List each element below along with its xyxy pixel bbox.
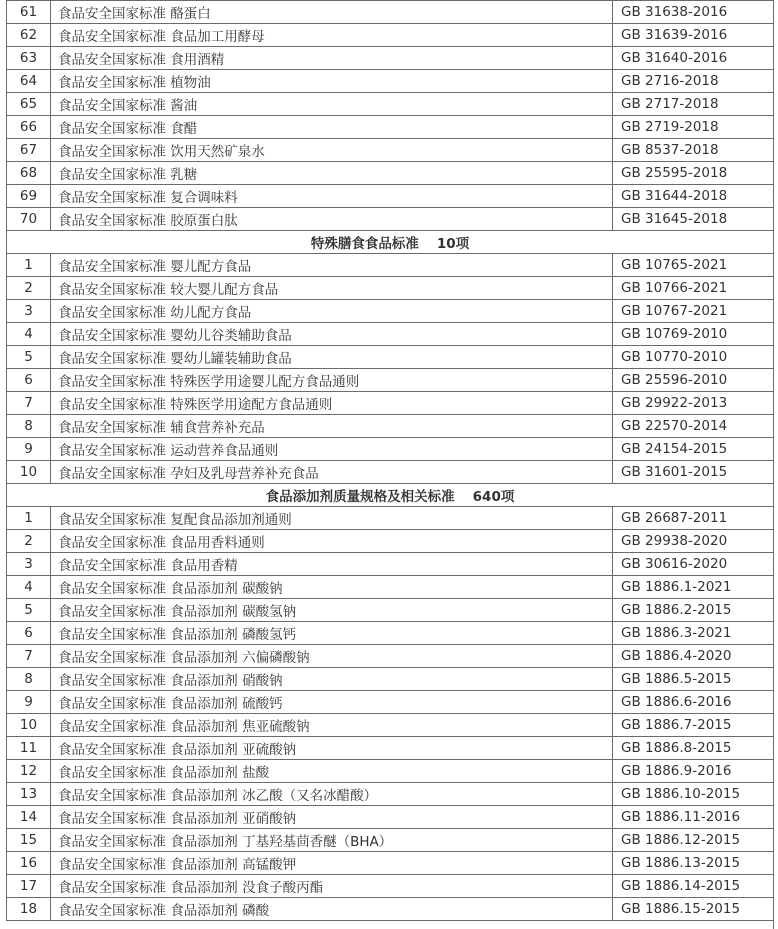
standard-name: 食品安全国家标准 食品添加剂 亚硫酸钠 [51,737,613,760]
table-row [7,553,774,576]
standard-name: 食品安全国家标准 酱油 [51,93,613,116]
table-row [7,599,774,622]
standard-code: GB 1886.7-2015 [613,714,774,737]
standard-code: GB 31644-2018 [613,185,774,208]
table-row [7,622,774,645]
row-number: 4 [7,323,51,346]
row-number: 2 [7,277,51,300]
standard-code: GB 1886.5-2015 [613,668,774,691]
row-number: 12 [7,760,51,783]
row-number: 17 [7,875,51,898]
standard-code: GB 31640-2016 [613,47,774,70]
standard-name: 食品安全国家标准 婴儿配方食品 [51,254,613,277]
row-number: 14 [7,806,51,829]
row-number: 7 [7,392,51,415]
section-title: 食品添加剂质量规格及相关标准 [265,489,455,505]
standard-name: 食品安全国家标准 食品添加剂 碳酸氢钠 [51,599,613,622]
row-number: 7 [7,645,51,668]
standards-table-body [7,1,774,921]
table-row [7,415,774,438]
table-row [7,898,774,921]
standard-name: 食品安全国家标准 复合调味料 [51,185,613,208]
standard-name: 食品安全国家标准 较大婴儿配方食品 [51,277,613,300]
row-number: 4 [7,576,51,599]
standard-code: GB 1886.12-2015 [613,829,774,852]
standard-code: GB 10765-2021 [613,254,774,277]
standard-code: GB 1886.14-2015 [613,875,774,898]
row-number: 10 [7,714,51,737]
table-row [7,507,774,530]
row-number: 6 [7,369,51,392]
row-number: 5 [7,599,51,622]
section-count: 10项 [436,236,470,252]
row-number: 10 [7,461,51,484]
standard-name: 食品安全国家标准 婴幼儿谷类辅助食品 [51,323,613,346]
standard-name: 食品安全国家标准 酪蛋白 [51,1,613,24]
standard-code: GB 1886.8-2015 [613,737,774,760]
standard-name: 食品安全国家标准 食品添加剂 高锰酸钾 [51,852,613,875]
row-number: 3 [7,300,51,323]
standard-code: GB 1886.1-2021 [613,576,774,599]
section-header [7,231,774,254]
standard-code: GB 29938-2020 [613,530,774,553]
table-row [7,1,774,24]
table-row [7,369,774,392]
section-header-row [7,484,774,507]
table-row [7,70,774,93]
standard-name: 食品安全国家标准 辅食营养补充品 [51,415,613,438]
standard-code: GB 31638-2016 [613,1,774,24]
adjacent-column-border [773,0,778,929]
standard-code: GB 24154-2015 [613,438,774,461]
row-number: 5 [7,346,51,369]
standard-code: GB 1886.10-2015 [613,783,774,806]
row-number: 8 [7,668,51,691]
standard-name: 食品安全国家标准 食品用香精 [51,553,613,576]
table-row [7,116,774,139]
row-number: 11 [7,737,51,760]
table-row [7,852,774,875]
standard-name: 食品安全国家标准 孕妇及乳母营养补充食品 [51,461,613,484]
standard-name: 食品安全国家标准 乳糖 [51,162,613,185]
standard-name: 食品安全国家标准 食品添加剂 冰乙酸（又名冰醋酸） [51,783,613,806]
standard-code: GB 10766-2021 [613,277,774,300]
standard-name: 食品安全国家标准 食品添加剂 亚硝酸钠 [51,806,613,829]
standard-code: GB 1886.2-2015 [613,599,774,622]
standard-name: 食品安全国家标准 食品添加剂 盐酸 [51,760,613,783]
standard-code: GB 10769-2010 [613,323,774,346]
section-count: 640项 [472,489,515,505]
table-row [7,691,774,714]
row-number: 1 [7,254,51,277]
table-row [7,185,774,208]
standard-code: GB 1886.15-2015 [613,898,774,921]
table-row [7,645,774,668]
standard-name: 食品安全国家标准 复配食品添加剂通则 [51,507,613,530]
table-row [7,461,774,484]
standard-code: GB 25596-2010 [613,369,774,392]
standard-name: 食品安全国家标准 幼儿配方食品 [51,300,613,323]
standard-code: GB 22570-2014 [613,415,774,438]
standard-code: GB 8537-2018 [613,139,774,162]
table-row [7,438,774,461]
row-number: 66 [7,116,51,139]
standard-code: GB 1886.6-2016 [613,691,774,714]
row-number: 69 [7,185,51,208]
standard-code: GB 1886.9-2016 [613,760,774,783]
table-row [7,24,774,47]
standard-name: 食品安全国家标准 食品添加剂 六偏磷酸钠 [51,645,613,668]
standard-code: GB 26687-2011 [613,507,774,530]
section-header-row [7,231,774,254]
standard-name: 食品安全国家标准 食品添加剂 硝酸钠 [51,668,613,691]
row-number: 67 [7,139,51,162]
table-row [7,783,774,806]
standard-code: GB 10770-2010 [613,346,774,369]
row-number: 15 [7,829,51,852]
row-number: 65 [7,93,51,116]
table-row [7,392,774,415]
row-number: 68 [7,162,51,185]
standard-name: 食品安全国家标准 运动营养食品通则 [51,438,613,461]
standard-code: GB 2719-2018 [613,116,774,139]
standard-code: GB 2716-2018 [613,70,774,93]
standard-name: 食品安全国家标准 特殊医学用途配方食品通则 [51,392,613,415]
standard-name: 食品安全国家标准 食品添加剂 磷酸氢钙 [51,622,613,645]
table-row [7,760,774,783]
row-number: 1 [7,507,51,530]
standard-name: 食品安全国家标准 胶原蛋白肽 [51,208,613,231]
section-title: 特殊膳食食品标准 [310,236,419,252]
table-row [7,93,774,116]
row-number: 8 [7,415,51,438]
standard-name: 食品安全国家标准 食品添加剂 磷酸 [51,898,613,921]
row-number: 2 [7,530,51,553]
table-row [7,300,774,323]
standard-name: 食品安全国家标准 婴幼儿罐装辅助食品 [51,346,613,369]
table-row [7,806,774,829]
standard-name: 食品安全国家标准 食用酒精 [51,47,613,70]
standard-code: GB 25595-2018 [613,162,774,185]
standard-name: 食品安全国家标准 特殊医学用途婴儿配方食品通则 [51,369,613,392]
table-row [7,277,774,300]
row-number: 16 [7,852,51,875]
table-row [7,737,774,760]
standard-code: GB 29922-2013 [613,392,774,415]
table-row [7,254,774,277]
row-number: 18 [7,898,51,921]
row-number: 6 [7,622,51,645]
standard-name: 食品安全国家标准 饮用天然矿泉水 [51,139,613,162]
table-row [7,208,774,231]
table-row [7,829,774,852]
standard-name: 食品安全国家标准 食品添加剂 碳酸钠 [51,576,613,599]
standard-code: GB 1886.13-2015 [613,852,774,875]
standard-name: 食品安全国家标准 植物油 [51,70,613,93]
standard-code: GB 31601-2015 [613,461,774,484]
standard-name: 食品安全国家标准 食品添加剂 硫酸钙 [51,691,613,714]
table-row [7,323,774,346]
table-row [7,346,774,369]
table-row [7,162,774,185]
row-number: 9 [7,438,51,461]
standard-code: GB 30616-2020 [613,553,774,576]
standard-code: GB 1886.11-2016 [613,806,774,829]
table-row [7,530,774,553]
standard-code: GB 31645-2018 [613,208,774,231]
standard-code: GB 1886.4-2020 [613,645,774,668]
standard-name: 食品安全国家标准 食品添加剂 丁基羟基茴香醚（BHA） [51,829,613,852]
standard-name: 食品安全国家标准 食品加工用酵母 [51,24,613,47]
standard-name: 食品安全国家标准 食品用香料通则 [51,530,613,553]
row-number: 9 [7,691,51,714]
row-number: 62 [7,24,51,47]
standard-name: 食品安全国家标准 食品添加剂 没食子酸丙酯 [51,875,613,898]
row-number: 61 [7,1,51,24]
table-row [7,576,774,599]
table-row [7,139,774,162]
row-number: 13 [7,783,51,806]
standard-name: 食品安全国家标准 食醋 [51,116,613,139]
table-row [7,668,774,691]
standard-code: GB 10767-2021 [613,300,774,323]
standard-code: GB 2717-2018 [613,93,774,116]
standard-name: 食品安全国家标准 食品添加剂 焦亚硫酸钠 [51,714,613,737]
row-number: 3 [7,553,51,576]
standards-table-wrapper [6,0,774,921]
table-row [7,875,774,898]
row-number: 70 [7,208,51,231]
row-number: 63 [7,47,51,70]
table-row [7,714,774,737]
standards-table [6,0,774,921]
standard-code: GB 1886.3-2021 [613,622,774,645]
standard-code: GB 31639-2016 [613,24,774,47]
table-row [7,47,774,70]
row-number: 64 [7,70,51,93]
section-header [7,484,774,507]
